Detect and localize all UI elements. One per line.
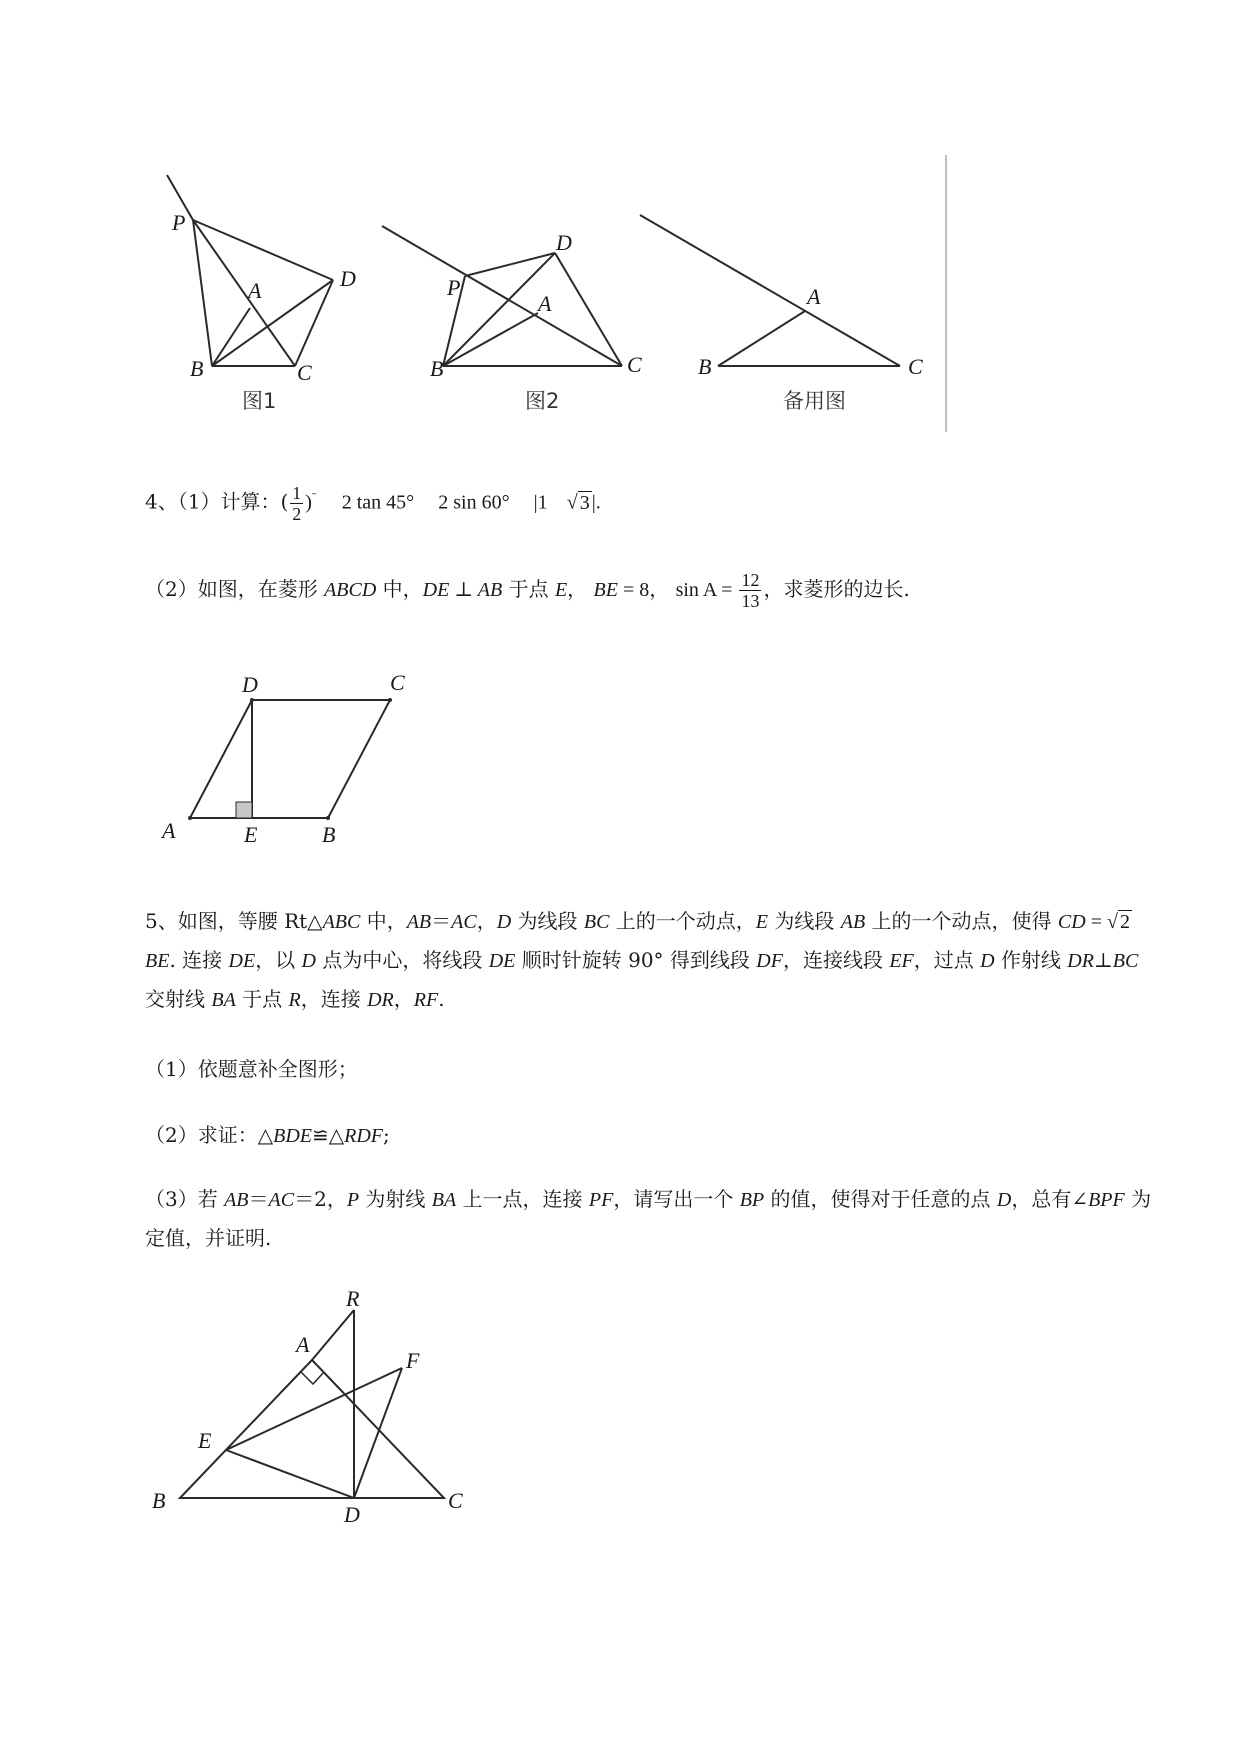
rhombus-label-d: D [242,672,258,697]
q5-t6: . 连接 [169,948,229,972]
q5-d1: D [496,911,512,933]
q5-s2-cong: ≌△ [312,1123,345,1147]
q5-sqrt2: 2 [1119,911,1130,933]
q5-rf: RF [413,989,439,1011]
spare-caption: 备用图 [783,389,846,413]
q4-p2-e: E [554,579,568,601]
q5-s3-ba: BA [431,1189,457,1211]
top-figures [0,0,1241,420]
q4-p2-fraction [739,570,761,611]
q5-s3-bpf: BPF [1088,1189,1125,1211]
q5-t17: . [438,987,445,1011]
q5-cd: CD [1057,911,1086,933]
fig2-label-d: D [556,230,572,255]
q4-p1-deg2: ° [501,491,515,514]
q4-p1-abs: |1 [533,491,548,514]
q4-p2-eq: = [716,579,738,601]
fig2-label-c: C [627,352,642,377]
q5-s3-pf: PF [588,1189,614,1211]
q5-s3-bp: BP [739,1189,765,1211]
q4-p2-sep: ， [649,577,670,601]
tri-label-b: B [152,1488,166,1513]
q5-s3-b: 为射线 [359,1187,432,1211]
q5-s3-ab: AB [224,1189,249,1211]
q5-sub3 [145,1180,1155,1257]
q4-p2-comma: ， [567,577,588,601]
q4-p2-de-ab: DE ⊥ AB [422,579,503,601]
q5-be: BE [145,950,170,972]
q4-p2-sina: sin A [675,579,717,601]
fig2-label-b: B [430,356,444,381]
q5-s3-dd: D [996,1189,1012,1211]
rhombus-label-c: C [390,670,405,695]
tri-label-r: R [346,1286,360,1311]
tri-label-e: E [198,1428,212,1453]
fig2-caption: 图2 [525,389,560,413]
spare-label-c: C [908,354,923,379]
rhombus-label-b: B [322,822,336,847]
q5-bc: BC [583,911,610,933]
q5-dr: DR [367,989,394,1011]
fig2-label-a: A [538,291,552,316]
tri-label-c: C [448,1488,463,1513]
fig1-label-b: B [190,356,204,381]
q5-de2: DE [488,950,516,972]
q5-t11: ，过点 [913,948,981,972]
rhombus-figure [150,670,450,850]
q4-p1-tan: 2 tan 45 [341,491,407,514]
q5-t8: 点为中心，将线段 [316,948,489,972]
frac-num: 1 [292,482,302,503]
q4-p1-end: |. [591,491,601,514]
q4-p2-eq8: = 8 [617,579,650,601]
q5-s3-p: P [346,1189,360,1211]
q5-c1: ， [476,909,497,933]
fig2-label-p: P [447,275,461,300]
q5-s3-f: ，总有 [1011,1187,1072,1211]
spare-label-a: A [807,284,821,309]
q5-sub2 [145,1116,390,1155]
q5-s3-d: ，请写出一个 [613,1187,740,1211]
frac-den: 13 [741,591,760,611]
q5-dr-bc: DR⊥BC [1067,950,1139,972]
q5-ab1: AB [406,911,432,933]
q5-df: DF [756,950,783,972]
q5-s2-bde: BDE [273,1125,312,1147]
q5-e: E [755,911,769,933]
q5-t4: 上的一个动点，使得 [865,909,1058,933]
q5-s3-eq: ＝ [248,1187,269,1211]
rhombus-label-a: A [162,818,176,843]
q5-s2-a: （2）求证：△ [145,1123,274,1147]
q5-t2: 上的一个动点， [609,909,756,933]
q5-ab: AB [840,911,866,933]
triangle-figure [150,1286,470,1530]
q4-p2-in: 中， [376,577,423,601]
q4-p1-sup: ˉ [311,489,317,504]
right-angle-mark-a [301,1372,324,1384]
figure-2 [382,226,642,413]
figure-spare [640,215,923,413]
sqrt-symbol: √ [1106,911,1118,933]
q5-t0b: 中， [360,909,407,933]
q5-t12: 作射线 [994,948,1068,972]
sqrt-symbol: √ [566,491,578,514]
q5-t1: 为线段 [511,909,584,933]
rhombus-label-e: E [244,822,258,847]
fig1-label-a: A [248,278,262,303]
q4-p1-deg1: ° [406,491,420,514]
rhombus-abcd [190,700,390,818]
spare-label-b: B [698,354,712,379]
tri-label-a: A [296,1332,310,1357]
q4-p2-end: ，求菱形的边长. [763,577,910,601]
q5-t7: ，以 [255,948,302,972]
q4-p1-paren: ) [305,491,312,514]
q5-ef: EF [889,950,914,972]
q4-part1 [145,478,601,524]
q4-p2-foot: 于点 [502,577,555,601]
q5-r: R [288,989,301,1011]
q5-abc: ABC [322,911,361,933]
q4-p2-prefix: （2）如图，在菱形 [145,577,325,601]
tri-label-d: D [344,1502,360,1527]
q5-s3-c: 上一点，连接 [456,1187,589,1211]
q5-s2-end: ; [383,1123,390,1147]
q4-part2 [145,570,910,611]
q5-t13: 交射线 [145,987,212,1011]
q4-p2-abcd: ABCD [324,579,377,601]
q4-p1-fraction [290,483,303,524]
segment-de [226,1450,354,1498]
q5-s2-rdf: RDF [344,1125,384,1147]
right-angle-mark [236,802,252,818]
q5-s3-eq2: ＝2， [294,1187,347,1211]
q5-s3-angle: ∠ [1071,1187,1089,1211]
frac-num: 12 [741,570,760,590]
q5-s3-ac: AC [268,1189,295,1211]
q5-eq1: ＝ [431,909,452,933]
q5-intro [145,902,1155,1019]
fig1-label-p: P [172,210,186,235]
q5-t16: ， [393,987,414,1011]
q4-p1-sin: 2 sin 60 [438,491,502,514]
q5-t10: ，连接线段 [782,948,890,972]
q4-p1-prefix: 4、（1）计算：( [145,489,289,514]
q5-t14: 于点 [235,987,289,1011]
q5-s3-a: （3）若 [145,1187,225,1211]
q5-de: DE [228,950,256,972]
q4-p1-sqrt: 3 [579,491,590,514]
fig1-label-d: D [340,266,356,291]
frac-den: 2 [292,503,302,524]
q5-d2: D [301,950,316,972]
q5-t9: 顺时针旋转 90° 得到线段 [515,948,757,972]
q5-ba: BA [211,989,236,1011]
q5-t3: 为线段 [768,909,841,933]
extension-ar [312,1310,354,1360]
q5-s3-e: 的值，使得对于任意的点 [764,1187,997,1211]
triangle-abc [180,1360,444,1498]
q5-ac1: AC [451,911,477,933]
q5-sub1: （1）依题意补全图形； [145,1057,358,1081]
q5-t15: ，连接 [300,987,368,1011]
tri-label-f: F [406,1348,420,1373]
q4-p2-be: BE [593,579,618,601]
figure-1 [167,175,356,413]
q5-s3-g: 为定值，并证明. [145,1187,1152,1250]
fig1-label-c: C [297,360,312,385]
q5-t5: = [1085,911,1107,933]
q5-d3: D [980,950,995,972]
q5-t0: 5、如图，等腰 Rt△ [145,909,323,933]
fig1-caption: 图1 [242,389,277,413]
